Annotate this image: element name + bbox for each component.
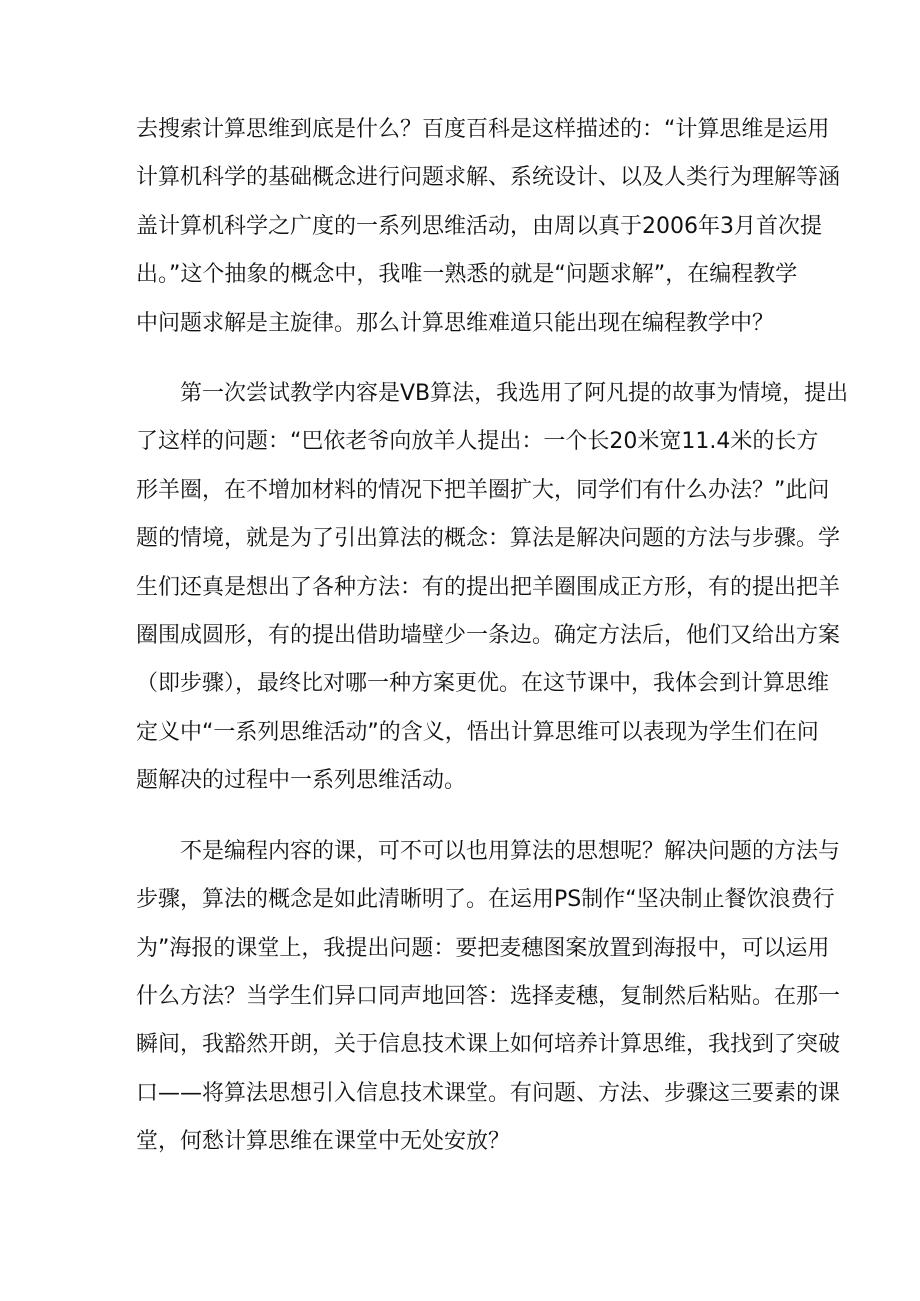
- paragraph-line: 定义中“一系列思维活动”的含义，悟出计算思维可以表现为学生们在问: [136, 719, 819, 745]
- paragraph-1: [136, 106, 841, 348]
- paragraph-line: 什么方法？当学生们异口同声地回答：选择麦穗，复制然后粘贴。在那一: [136, 983, 841, 1009]
- paragraph-line: 出。”这个抽象的概念中，我唯一熟悉的就是“问题求解”，在编程教学: [136, 262, 798, 288]
- paragraph-line: 生们还真是想出了各种方法：有的提出把羊圈围成正方形，有的提出把羊: [136, 574, 841, 600]
- paragraph-line: 题解决的过程中一系列思维活动。: [136, 768, 467, 794]
- paragraph-line: （即步骤），最终比对哪一种方案更优。在这节课中，我体会到计算思维: [136, 671, 830, 697]
- paragraph-line: 堂，何愁计算思维在课堂中无处安放？: [136, 1129, 511, 1155]
- paragraph-line: 计算机科学的基础概念进行问题求解、系统设计、以及人类行为理解等涵: [136, 165, 841, 191]
- document-body: [136, 106, 849, 1167]
- paragraph-line: 为”海报的课堂上，我提出问题：要把麦穗图案放置到海报中，可以运用: [136, 935, 830, 961]
- paragraph-2: [136, 370, 849, 806]
- paragraph-line: 口——将算法思想引入信息技术课堂。有问题、方法、步骤这三要素的课: [136, 1080, 841, 1106]
- paragraph-line: 步骤，算法的概念是如此清晰明了。在运用PS制作“坚决制止餐饮浪费行: [136, 887, 835, 913]
- paragraph-line: 题的情境，就是为了引出算法的概念：算法是解决问题的方法与步骤。学: [136, 526, 841, 552]
- paragraph-line: 去搜索计算思维到底是什么？百度百科是这样描述的：“计算思维是运用: [136, 117, 830, 142]
- paragraph-3: [136, 828, 841, 1167]
- paragraph-line: 形羊圈，在不增加材料的情况下把羊圈扩大，同学们有什么办法？”此问: [136, 477, 830, 503]
- paragraph-line: 圈围成圆形，有的提出借助墙壁少一条边。确定方法后，他们又给出方案: [136, 623, 841, 649]
- paragraph-line: 了这样的问题：“巴依老爷向放羊人提出：一个长20米宽11.4米的长方: [136, 429, 819, 455]
- paragraph-line: 不是编程内容的课，可不可以也用算法的思想呢？解决问题的方法与: [136, 838, 841, 864]
- paragraph-line: 第一次尝试教学内容是VB算法，我选用了阿凡提的故事为情境，提出: [136, 381, 849, 407]
- paragraph-line: 盖计算机科学之广度的一系列思维活动，由周以真于2006年3月首次提: [136, 213, 822, 239]
- paragraph-line: 中问题求解是主旋律。那么计算思维难道只能出现在编程教学中？: [136, 310, 775, 336]
- paragraph-line: 瞬间，我豁然开朗，关于信息技术课上如何培养计算思维，我找到了突破: [136, 1032, 841, 1058]
